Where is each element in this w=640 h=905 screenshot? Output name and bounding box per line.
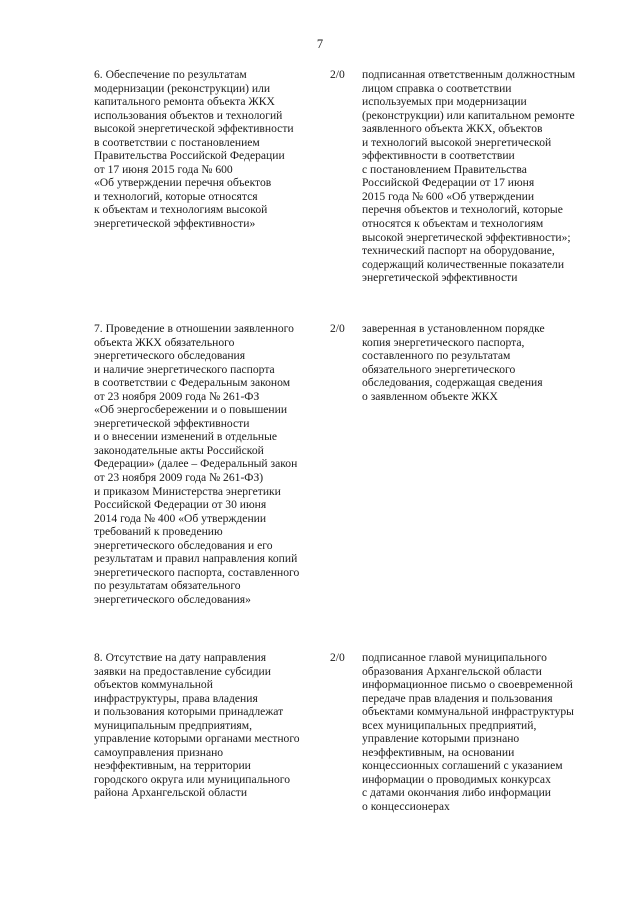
document-line: неэффективным, на основании — [362, 745, 515, 759]
document-line: относятся к объектам и технологиям — [362, 217, 544, 231]
criterion-line: и о внесении изменений в отдельные — [94, 430, 278, 444]
criterion-line: самоуправления признано — [94, 745, 224, 759]
required-documents-text — [362, 68, 610, 285]
criterion-line: объекта ЖКХ обязательного — [94, 335, 235, 349]
required-documents-text — [362, 651, 610, 814]
document-line: эффективности в соответствии — [362, 149, 515, 163]
document-line: лицом справка о соответствии — [362, 81, 512, 95]
criterion-line: к объектам и технологиям высокой — [94, 203, 268, 217]
document-line: энергетической эффективности — [362, 271, 518, 285]
document-line: образования Архангельской области — [362, 664, 542, 678]
document-line: подписанная ответственным должностным — [362, 68, 576, 81]
document-line: с постановлением Правительства — [362, 162, 527, 176]
document-line: обязательного энергетического — [362, 362, 516, 376]
document-line: обследования, содержащая сведения — [362, 376, 543, 390]
score-value: 2/0 — [330, 68, 345, 81]
criterion-line: использования объектов и технологий — [94, 108, 283, 122]
criterion-line: Российской Федерации от 30 июня — [94, 498, 267, 512]
criterion-line: в соответствии с Федеральным законом — [94, 376, 291, 390]
criterion-line: по результатам обязательного — [94, 579, 241, 593]
criterion-line: Федерации» (далее – Федеральный закон — [94, 457, 298, 471]
document-line: концессионных соглашений с указанием — [362, 759, 563, 773]
criterion-line: высокой энергетической эффективности — [94, 122, 294, 136]
document-line: управление которыми признано — [362, 732, 520, 746]
page-number: 7 — [316, 37, 324, 51]
criterion-line: от 17 июня 2015 года № 600 — [94, 162, 233, 176]
score-value: 2/0 — [330, 651, 345, 664]
criterion-line: инфраструктуры, права владения — [94, 691, 258, 705]
criterion-line: и приказом Министерства энергетики — [94, 484, 281, 498]
criterion-line: от 23 ноября 2009 года № 261-ФЗ — [94, 389, 260, 403]
criterion-line: заявки на предоставление субсидии — [94, 664, 271, 678]
criterion-line: от 23 ноября 2009 года № 261-ФЗ) — [94, 471, 264, 485]
criterion-line: 8. Отсутствие на дату направления — [94, 651, 267, 664]
criterion-line: и наличие энергетического паспорта — [94, 362, 275, 376]
criterion-line: городского округа или муниципального — [94, 772, 291, 786]
criterion-line: модернизации (реконструкции) или — [94, 81, 271, 95]
criterion-line: 7. Проведение в отношении заявленного — [94, 322, 294, 335]
criterion-line: капитального ремонта объекта ЖКХ — [94, 95, 275, 109]
document-line: о заявленном объекте ЖКХ — [362, 389, 498, 403]
criterion-line: 2014 года № 400 «Об утверждении — [94, 511, 267, 525]
criterion-line: энергетического обследования и его — [94, 538, 273, 552]
document-line: с датами окончания либо информации — [362, 786, 551, 800]
document-line: всех муниципальных предприятий, — [362, 718, 537, 732]
document-line: копия энергетического паспорта, — [362, 335, 525, 349]
document-line: Российской Федерации от 17 июня — [362, 176, 535, 190]
criterion-text — [94, 651, 326, 800]
document-line: перечня объектов и технологий, которые — [362, 203, 563, 217]
criterion-text — [94, 322, 326, 606]
criterion-line: управление которыми органами местного — [94, 732, 300, 746]
document-line: (реконструкции) или капитальном ремонте — [362, 108, 575, 122]
document-line: технический паспорт на оборудование, — [362, 244, 555, 258]
criterion-line: энергетической эффективности — [94, 416, 250, 430]
document-line: высокой энергетической эффективности»; — [362, 230, 571, 244]
criterion-line: неэффективным, на территории — [94, 759, 251, 773]
criterion-line: «Об энергосбережении и о повышении — [94, 403, 288, 417]
document-line: информационное письмо о своевременной — [362, 678, 573, 692]
criterion-line: объектов коммунальной — [94, 678, 213, 692]
criterion-line: 6. Обеспечение по результатам — [94, 68, 247, 81]
document-line: объектами коммунальной инфраструктуры — [362, 705, 574, 719]
criterion-line: энергетического обследования» — [94, 592, 251, 606]
criterion-line: энергетического обследования — [94, 349, 246, 363]
criterion-line: в соответствии с постановлением — [94, 135, 260, 149]
document-line: о концессионерах — [362, 800, 450, 814]
criterion-line: «Об утверждении перечня объектов — [94, 176, 272, 190]
criterion-line: района Архангельской области — [94, 786, 248, 800]
criterion-line: требований к проведению — [94, 525, 223, 539]
document-line: используемых при модернизации — [362, 95, 527, 109]
document-line: содержащий количественные показатели — [362, 257, 565, 271]
criterion-line: муниципальным предприятиям, — [94, 718, 252, 732]
criterion-line: результатам и правил направления копий — [94, 552, 298, 566]
document-line: информации о проводимых конкурсах — [362, 772, 551, 786]
criterion-line: Правительства Российской Федерации — [94, 149, 285, 163]
criterion-text — [94, 68, 326, 231]
document-line: заверенная в установленном порядке — [362, 322, 545, 335]
score-value: 2/0 — [330, 322, 345, 335]
document-line: подписанное главой муниципального — [362, 651, 547, 664]
criterion-line: и технологий, которые относятся — [94, 189, 258, 203]
criterion-line: энергетической эффективности» — [94, 217, 256, 231]
required-documents-text — [362, 322, 610, 403]
criterion-line: энергетического паспорта, составленного — [94, 565, 300, 579]
criterion-line: и пользования которыми принадлежат — [94, 705, 284, 719]
document-line: 2015 года № 600 «Об утверждении — [362, 189, 535, 203]
document-line: составленного по результатам — [362, 349, 511, 363]
criterion-line: законодательные акты Российской — [94, 443, 264, 457]
document-line: передаче прав владения и пользования — [362, 691, 553, 705]
document-line: и технологий высокой энергетической — [362, 135, 552, 149]
document-line: заявленного объекта ЖКХ, объектов — [362, 122, 543, 136]
